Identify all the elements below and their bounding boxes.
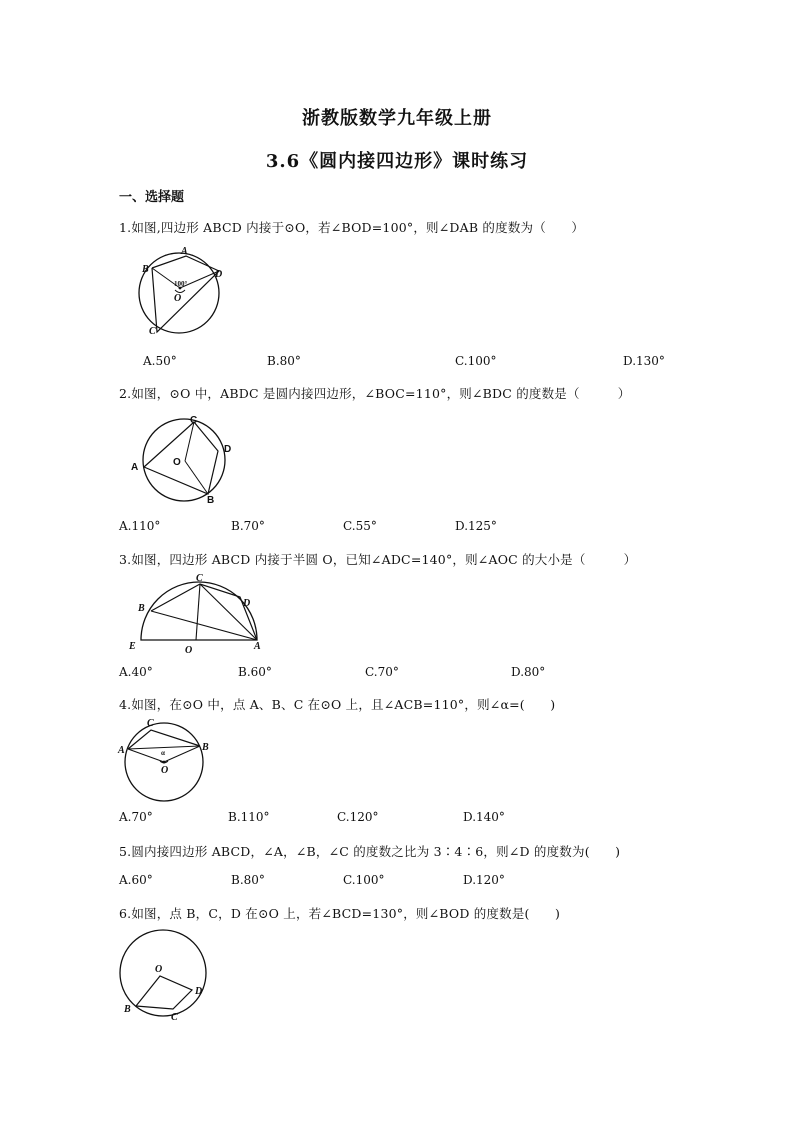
fig6-label-o: O (155, 964, 163, 975)
fig4-label-b: B (202, 742, 209, 753)
fig3-label-e: E (129, 641, 136, 652)
fig2-label-c: C (190, 415, 198, 426)
fig4-label-a: A (118, 745, 125, 756)
q4-option-b: B.110° (228, 810, 270, 824)
question-4-text: 4.如图，在⊙O 中，点 A、B、C 在⊙O 上，且∠ACB=110°，则∠α=( ) (119, 697, 556, 712)
fig2-label-b: B (207, 495, 215, 506)
q2-option-c: C.55° (343, 519, 377, 533)
document-subtitle: 3.6《圆内接四边形》课时练习 (265, 151, 529, 172)
fig2-label-a: A (131, 462, 139, 473)
fig3-label-a: A (254, 641, 261, 652)
fig1-label-a: A (181, 246, 188, 257)
question-6-text: 6.如图，点 B，C，D 在⊙O 上，若∠BCD=130°，则∠BOD 的度数是( ) (119, 906, 561, 921)
question-3-figure (128, 570, 270, 656)
fig4-angle-label: α (161, 749, 165, 757)
q1-option-c: C.100° (455, 354, 497, 368)
fig6-label-c: C (171, 1012, 178, 1023)
fig2-label-d: D (224, 444, 232, 455)
q1-option-d: D.130° (623, 354, 665, 368)
q3-option-a: A.40° (119, 665, 153, 679)
question-5-text: 5.圆内接四边形 ABCD，∠A，∠B，∠C 的度数之比为 3∶4∶6，则∠D 的度数为( ) (119, 844, 621, 859)
q2-option-b: B.70° (231, 519, 265, 533)
q3-option-c: C.70° (365, 665, 399, 679)
fig1-label-b: B (142, 264, 149, 275)
question-1-text: 1.如图,四边形 ABCD 内接于⊙O，若∠BOD=100°，则∠DAB 的度数为（ ） (119, 220, 585, 235)
q1-option-a: A.50° (143, 354, 177, 368)
q5-option-c: C.100° (343, 873, 385, 887)
fig2-label-o: O (173, 457, 181, 468)
q1-option-b: B.80° (267, 354, 301, 368)
q5-option-b: B.80° (231, 873, 265, 887)
fig6-label-d: D (195, 986, 203, 997)
question-3-text: 3.如图，四边形 ABCD 内接于半圆 O，已知∠ADC=140°，则∠AOC 的大小是（ ） (119, 552, 637, 567)
fig3-label-o: O (185, 645, 193, 656)
question-1-figure (135, 246, 235, 346)
fig1-label-c: C (149, 326, 156, 337)
fig1-label-o: O (174, 293, 182, 304)
document-title: 浙教版数学九年级上册 (302, 108, 492, 129)
q5-option-a: A.60° (119, 873, 153, 887)
fig3-label-c: C (196, 573, 203, 584)
question-2-text: 2.如图，⊙O 中，ABDC 是圆内接四边形，∠BOC=110°，则∠BDC 的度数是（ ） (119, 386, 631, 401)
q5-option-d: D.120° (463, 873, 505, 887)
fig3-label-d: D (243, 598, 251, 609)
question-2-figure (128, 414, 238, 504)
q3-option-d: D.80° (511, 665, 546, 679)
fig4-label-c: C (147, 718, 154, 729)
fig1-angle-label: 100° (174, 280, 188, 288)
section-heading: 一、选择题 (119, 190, 185, 205)
q2-option-d: D.125° (455, 519, 497, 533)
q2-option-a: A.110° (119, 519, 161, 533)
fig3-label-b: B (138, 603, 145, 614)
question-6-figure (116, 930, 216, 1025)
q3-option-b: B.60° (238, 665, 272, 679)
fig1-label-d: D (215, 269, 223, 280)
fig6-label-b: B (124, 1004, 131, 1015)
q4-option-d: D.140° (463, 810, 505, 824)
q4-option-a: A.70° (119, 810, 153, 824)
question-4-figure (118, 716, 213, 806)
fig4-label-o: O (161, 765, 169, 776)
q4-option-c: C.120° (337, 810, 379, 824)
